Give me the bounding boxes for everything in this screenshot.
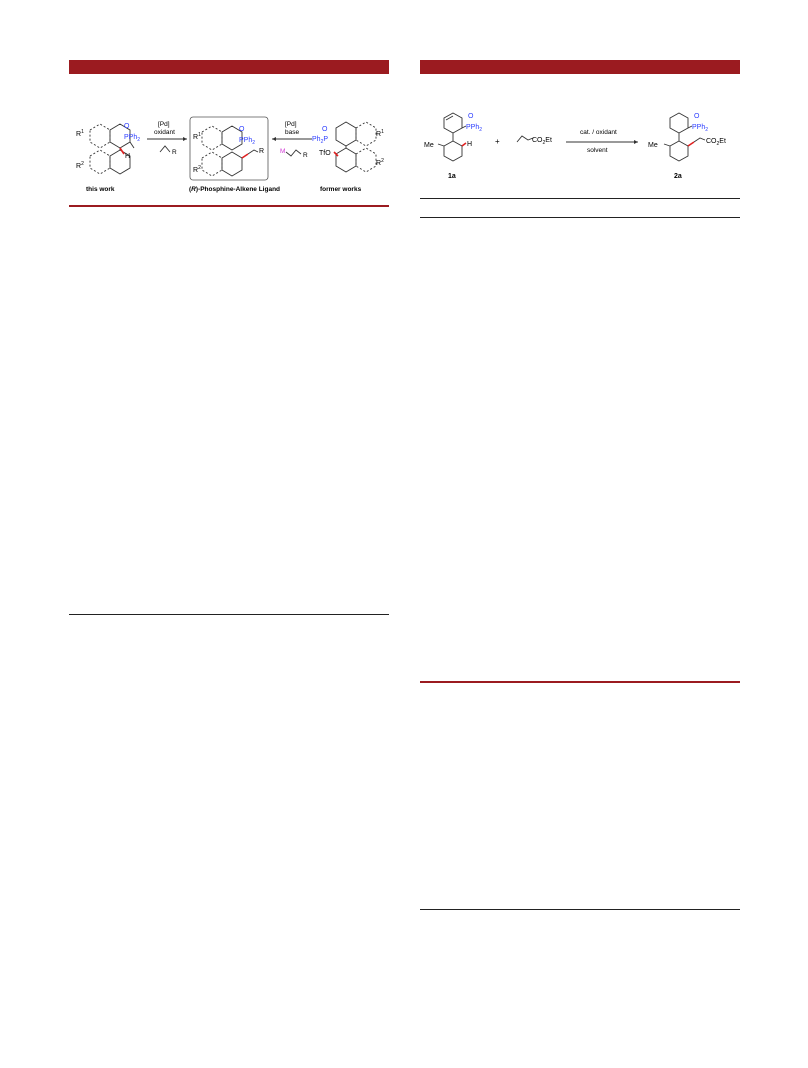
arrow2-alkene: [286, 150, 301, 156]
product-oxygen-label: O: [239, 126, 245, 133]
scheme-phosphine-alkene: [72, 112, 388, 202]
table-header-rule: [420, 217, 740, 218]
right-section-rule: [420, 681, 740, 683]
table-top-rule: [420, 198, 740, 199]
rs-r2-label: $R^2$: [376, 158, 384, 167]
right-header-bar: [420, 60, 740, 74]
left-scheme-bottom-rule: [69, 205, 389, 207]
arrow2-head: [272, 137, 276, 141]
arrow-conditions-bottom: solvent: [587, 147, 608, 154]
scheme-model-reaction-graphic: [424, 106, 740, 188]
2a-oxygen: O: [694, 113, 700, 120]
1a-hydrogen: H: [467, 141, 473, 148]
label-1a: 1a: [448, 173, 456, 180]
arrow1-head: [183, 137, 187, 141]
r1-label: $R^1$: [76, 129, 84, 138]
arrow-conditions-top: cat. / oxidant: [580, 129, 617, 136]
r2-label: $R^2$: [76, 161, 84, 170]
ph2p-label: $Ph_2P$: [312, 136, 329, 145]
product-pph2-label: PPh$_2$: [239, 137, 256, 146]
arrow1-oxidant: oxidant: [154, 129, 175, 136]
arrow2-catalyst: [Pd]: [285, 121, 297, 128]
left-footnote-rule: [69, 614, 389, 615]
arrow1-alkene: [160, 146, 170, 152]
product-highlight-bond: [242, 154, 248, 158]
arrow2-base: base: [285, 129, 300, 136]
this-work-label: this work: [86, 186, 115, 193]
pph2-label: PPh$_2$: [124, 134, 141, 143]
product-r2-label: $R^2$: [193, 165, 201, 174]
rs-oxygen-label: O: [322, 126, 328, 133]
acrylate-skeleton: [517, 136, 533, 142]
1a-oxygen: O: [468, 113, 474, 120]
acrylate-label: $CO_2Et$: [532, 137, 552, 146]
plus-sign: +: [495, 137, 500, 146]
1a-methyl: Me: [424, 142, 434, 149]
2a-highlight-bond: [688, 142, 694, 146]
product-r1-label: $R^1$: [193, 132, 201, 141]
product-r-label: R: [259, 148, 265, 155]
arrow2-r: R: [303, 152, 308, 159]
2a-ester: $CO_2Et$: [706, 138, 726, 147]
rs-r1-label: $R^1$: [376, 129, 384, 138]
oxygen-label: O: [124, 123, 130, 130]
highlight-bond: [120, 148, 124, 154]
left-header-bar: [69, 60, 389, 74]
scheme-model-reaction: [424, 106, 740, 188]
arrow1-r: R: [172, 149, 177, 156]
metal-label: M: [280, 148, 286, 155]
scheme-phosphine-alkene-graphic: [72, 112, 388, 202]
1a-highlight-bond: [462, 143, 466, 146]
product-caption: (R)-Phosphine-Alkene Ligand: [189, 186, 281, 193]
label-2a: 2a: [674, 173, 682, 180]
2a-methyl: Me: [648, 142, 658, 149]
reaction-arrow-head: [634, 140, 638, 144]
1a-pph2: PPh$_2$: [466, 124, 483, 133]
arrow1-catalyst: [Pd]: [158, 121, 170, 128]
2a-pph2: PPh$_2$: [692, 124, 709, 133]
right-footnote-rule: [420, 909, 740, 910]
hydrogen-label: H: [125, 153, 131, 160]
former-works-label: former works: [320, 186, 362, 193]
tfo-label: TfO: [319, 150, 331, 157]
